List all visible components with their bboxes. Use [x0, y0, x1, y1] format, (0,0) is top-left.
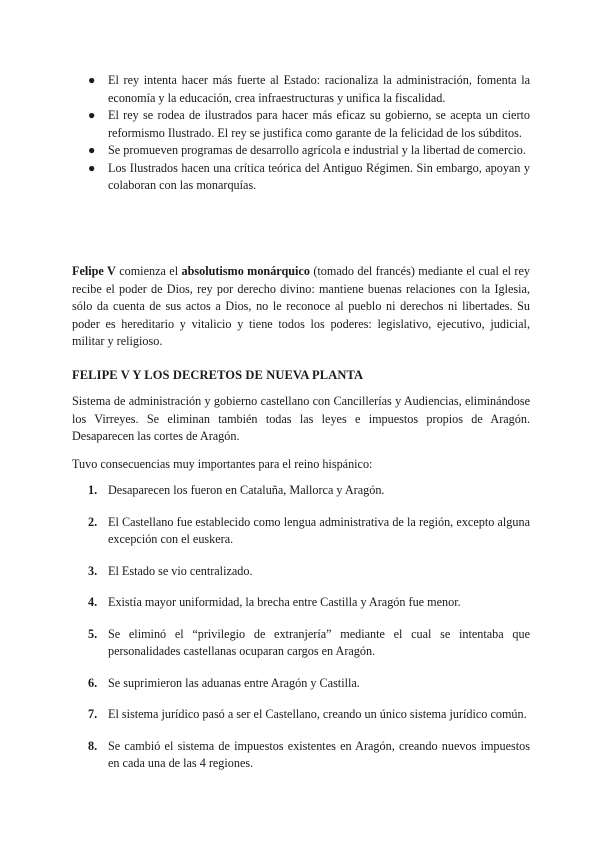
- list-item: [88, 706, 530, 724]
- item-text: El Castellano fue establecido como lengua administrativa de la región, excepto alguna excepción con el euskera.: [108, 514, 530, 546]
- bullet-text: El rey intenta hacer más fuerte al Estado: racionaliza la administración, fomenta la economía y la educación, crea infraestructuras y unifica la fiscalidad.: [108, 73, 530, 105]
- bullet-marker: ●: [88, 108, 96, 122]
- bullet-marker: ●: [88, 160, 96, 175]
- item-number: 2.: [88, 514, 98, 529]
- consequences-list: [88, 482, 530, 787]
- item-text: Se suprimieron las aduanas entre Aragón y Castilla.: [108, 675, 360, 690]
- felipe-paragraph: [72, 263, 530, 351]
- item-number: 7.: [88, 707, 98, 721]
- bullet-text: El rey se rodea de ilustrados para hacer más eficaz su gobierno, se acepta un cierto reformismo Ilustrado. El rey se justifica como garante de la felicidad de los súbditos.: [108, 108, 530, 140]
- list-item: [88, 738, 530, 773]
- bullet-marker: ●: [88, 73, 96, 87]
- list-item: [88, 482, 530, 500]
- item-number: 1.: [88, 483, 98, 497]
- felipe-name: Felipe V: [72, 264, 116, 278]
- list-item: [88, 675, 530, 693]
- item-text: Se eliminó el “privilegio de extranjería” mediante el cual se intentaba que personalidades castellanas ocuparan cargos en Aragón.: [108, 626, 530, 658]
- list-item: [88, 142, 530, 160]
- item-text: El sistema jurídico pasó a ser el Castellano, creando un único sistema jurídico común.: [108, 707, 527, 721]
- bullet-text: Los Ilustrados hacen una crítica teórica del Antiguo Régimen. Sin embargo, apoyan y colaboran con las monarquías.: [108, 160, 530, 192]
- list-item: [88, 594, 530, 612]
- list-item: [88, 160, 530, 195]
- item-number: 6.: [88, 675, 98, 690]
- list-item: [88, 626, 530, 661]
- item-text: Se cambió el sistema de impuestos existentes en Aragón, creando nuevos impuestos en cada una de las 4 regiones.: [108, 738, 530, 770]
- bullet-marker: ●: [88, 143, 96, 157]
- item-number: 4.: [88, 595, 98, 609]
- section-paragraph: Sistema de administración y gobierno castellano con Cancillerías y Audiencias, eliminándose los Virreyes. Se eliminan también todas las leyes e impuestos propios de Aragón. Desaparecen las cortes de Aragón.: [72, 394, 530, 443]
- item-number: 3.: [88, 563, 98, 578]
- item-text: Desaparecen los fueron en Cataluña, Mallorca y Aragón.: [108, 483, 385, 497]
- list-item: [88, 107, 530, 142]
- felipe-text-a: comienza el: [115, 264, 182, 278]
- list-item: [88, 72, 530, 107]
- absolutism-term: absolutismo monárquico: [181, 264, 310, 278]
- bullet-text: Se promueven programas de desarrollo agrícola e industrial y la libertad de comercio.: [108, 143, 526, 157]
- item-number: 8.: [88, 738, 98, 753]
- list-item: [88, 514, 530, 549]
- item-text: El Estado se vio centralizado.: [108, 563, 253, 578]
- item-number: 5.: [88, 626, 98, 641]
- item-text: Existía mayor uniformidad, la brecha entre Castilla y Aragón fue menor.: [108, 595, 461, 609]
- section-heading: FELIPE V Y LOS DECRETOS DE NUEVA PLANTA: [72, 368, 364, 382]
- bullet-list: [88, 72, 530, 195]
- consequences-intro: Tuvo consecuencias muy importantes para el reino hispánico:: [72, 457, 373, 471]
- felipe-text-b: (tomado del francés) mediante el cual el rey recibe el poder de Dios, rey por derecho divino: mantiene buenas relaciones con la Iglesia, sólo da cuenta de sus actos a Dios, no le reconoce al pueblo ni derechos ni libertades. Su poder es hereditario y vitalicio y tiene todos los poderes: legislativo, ejecutivo, judicial, militar y religioso.: [72, 264, 530, 348]
- list-item: [88, 563, 530, 581]
